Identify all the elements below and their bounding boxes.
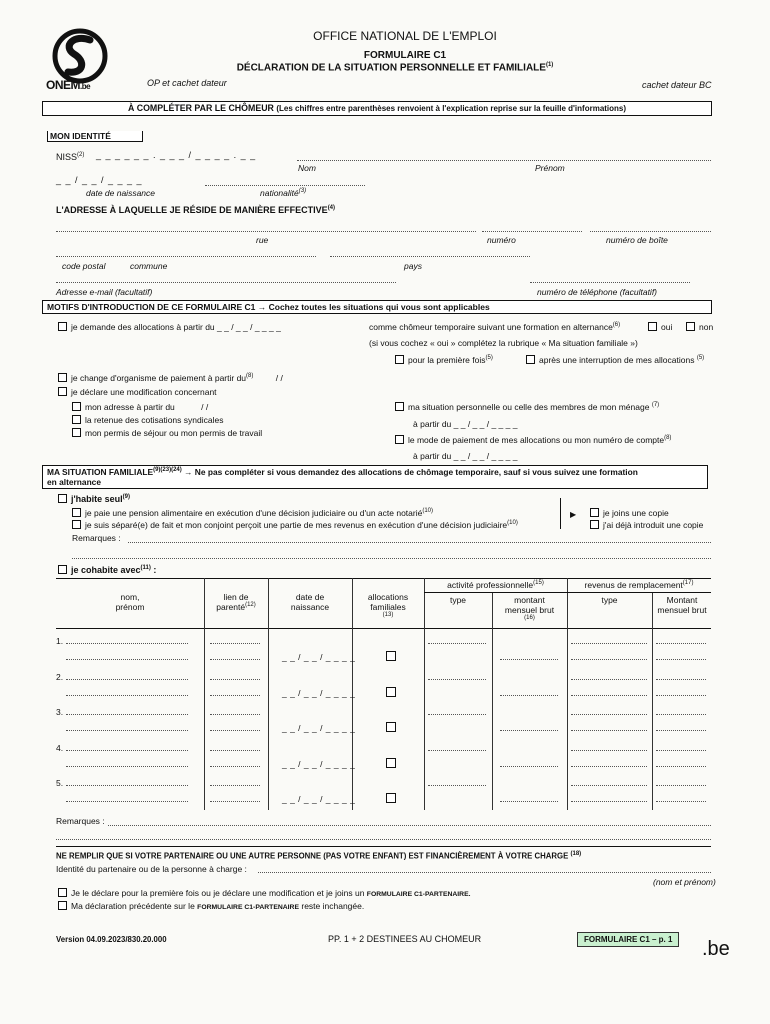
row-date-input[interactable]: _ _ / _ _ / _ _ _ _ [282,794,356,804]
partner-declare-new[interactable]: Je le déclare pour la première fois ou je déclare une modification et je joins un FORMULAIRE C1-PARTENAIRE. [58,888,471,898]
checkbox-icon [58,565,67,574]
phone-line[interactable] [530,282,690,283]
bracket [560,498,561,529]
country-label: pays [404,261,422,271]
postal-line[interactable] [56,256,316,257]
row-lien-line-2[interactable] [210,695,260,696]
checkbox-icon [395,402,404,411]
motif-change-org[interactable]: je change d'organisme de paiement à partir $du^{(8)}$ / / [58,373,283,383]
row-prenom-line[interactable] [66,695,188,696]
section-situation: MA SITUATION $FAMILIALE^{(9)(23)(24)} \to Ne$ pas compléter si vous demandez des allocations de chômage temporaire, sauf si vous suivez une formation en alternance [42,465,708,489]
table-top-rule [56,578,711,579]
mod-situation[interactable]: ma situation personnelle ou celle des membres de mon ménage $^{(7)}$ [395,402,659,412]
commune-label: commune [130,261,168,271]
op-stamp-label: OP et cachet dateur [147,78,227,88]
col-activite: activité professionnelle$^{(15)}$ [447,580,544,590]
version: Version 04.09.2023/830.20.000 [56,935,167,944]
row-type-line[interactable] [428,643,486,644]
motif-chomeur-temp: comme chômeur temporaire suivant une formation en alternance$^{(6)}$ [369,322,621,332]
row-nom-line[interactable] [66,785,188,786]
row-type2-line-2[interactable] [571,766,647,767]
row-number: 2. [56,671,64,682]
remarques-line-2[interactable] [72,558,711,559]
col-allocations: allocations familiales (13) [367,592,409,618]
partner-declare-unchanged[interactable]: Ma déclaration précédente sur le FORMULAIRE C1-PARTENAIRE reste inchangée. [58,901,364,911]
birthdate-label: date de naissance [86,188,155,198]
row-montant-line[interactable] [500,730,558,731]
row-montant2-line-2[interactable] [656,801,706,802]
cohabite-checkbox[interactable]: je cohabite avec$^{(11)}$ : [58,565,156,575]
mod-paiement-date[interactable]: à partir du _ _ / _ _ / _ _ _ _ [413,451,518,461]
prenom-label: Prénom [535,163,565,173]
row-prenom-line[interactable] [66,766,188,767]
row-type-line[interactable] [428,679,486,680]
col-type2: type [601,595,618,605]
form-name: FORMULAIRE C1 [363,50,447,61]
row-type-line[interactable] [428,785,486,786]
row-lien-line[interactable] [210,785,260,786]
row-allocations-checkbox[interactable] [386,722,396,732]
row-type2-line[interactable] [571,714,647,715]
nationality-label: nationalité$^{(3)}$ [260,188,307,198]
row-lien-line-2[interactable] [210,659,260,660]
row-type2-line-2[interactable] [571,659,647,660]
checkbox-icon [395,435,404,444]
birthdate-input[interactable]: _ _ / _ _ / _ _ _ _ [56,175,143,185]
row-montant2-line-2[interactable] [656,695,706,696]
row-lien-line[interactable] [210,643,260,644]
partner-identity-label: Identité du partenaire ou de la personne à charge : [56,864,247,874]
row-nom-line[interactable] [66,679,188,680]
row-number: 4. [56,742,64,753]
row-montant2-line[interactable] [656,750,706,751]
joins-copie-checkbox[interactable]: je joins une copie [590,508,669,518]
org-name: OFFICE NATIONAL DE L'EMPLOI [313,29,497,43]
nationality-line[interactable] [205,185,365,186]
checkbox-icon [590,520,599,529]
row-nom-line[interactable] [66,750,188,751]
mod-cotisations[interactable]: la retenue des cotisations syndicales [72,415,223,425]
be-logo: .be [702,938,730,960]
section-identity: MON IDENTITÉ [47,131,143,142]
col-type: type [449,595,467,605]
oui-checkbox[interactable]: oui [648,322,672,332]
niss-input[interactable]: _ _ _ _ _ _ . _ _ _ / _ _ _ _ . _ _ [96,150,257,160]
email-line[interactable] [56,282,396,283]
mod-situation-date[interactable]: à partir du _ _ / _ _ / _ _ _ _ [413,419,518,429]
row-type2-line[interactable] [571,750,647,751]
form-page-badge: FORMULAIRE C1 – p. 1 [577,932,679,947]
remarques-line-1[interactable] [128,542,711,543]
row-prenom-line[interactable] [66,801,188,802]
row-number: 5. [56,778,64,788]
row-lien-line-2[interactable] [210,730,260,731]
mod-permis[interactable]: mon permis de séjour ou mon permis de travail [72,428,262,438]
logo-text: ONEM [46,78,80,92]
box-label: numéro de boîte [606,235,668,245]
row-type2-line[interactable] [571,785,647,786]
habite-seul-checkbox[interactable]: j'habite seul$^{(9)}$ [58,494,130,504]
col-nom: nom, prénom [115,592,145,612]
checkbox-icon [58,494,67,503]
premiere-fois-checkbox[interactable]: pour la première fois$^{(5)}$ [395,355,493,365]
col-montant: montant mensuel brut (16) [504,595,555,621]
checkbox-icon [72,402,81,411]
row-montant2-line-2[interactable] [656,766,706,767]
col-date: date de naissance [290,592,330,612]
checkbox-icon [686,322,695,331]
street-label: rue [256,235,269,245]
arrow-icon: ▶ [570,510,577,519]
apres-interruption-checkbox[interactable]: après une interruption de mes allocations $^{(5)}$ [526,355,704,365]
row-allocations-checkbox[interactable] [386,687,396,697]
row-prenom-line[interactable] [66,659,188,660]
row-montant2-line[interactable] [656,714,706,715]
col-revenus: revenus de remplacement$^{(17)}$ [584,580,694,590]
row-montant-line[interactable] [500,695,558,696]
row-lien-line-2[interactable] [210,801,260,802]
row-lien-line[interactable] [210,714,260,715]
row-number: 3. [56,707,64,717]
country-line[interactable] [330,256,530,257]
completion-banner: À COMPLÉTER PAR LE CHÔMEUR (Les chiffres entre parenthèses renvoient à l'explication reprise sur la feuille d'informations) [42,101,712,116]
row-allocations-checkbox[interactable] [386,651,396,661]
street-line[interactable] [56,231,476,232]
col-lien: lien de parenté$^{(12)}$ [216,592,256,612]
phone-label: numéro de téléphone (facultatif) [537,287,658,297]
subheader-rule [424,592,711,593]
remarques2-line-1[interactable] [108,825,711,826]
remarques2-line-2[interactable] [56,839,711,840]
col-montant2: Montant mensuel brut [657,595,707,615]
number-line[interactable] [482,231,582,232]
row-date-input[interactable]: _ _ / _ _ / _ _ _ _ [282,652,356,662]
partner-top-rule [56,846,711,847]
row-type2-line[interactable] [571,679,647,680]
checkbox-icon [58,387,67,396]
mod-adresse[interactable]: mon adresse à partir du / / [72,402,208,412]
remarques-label: Remarques : [72,533,121,543]
checkbox-icon [72,428,81,437]
row-montant2-line[interactable] [656,679,706,680]
checkbox-icon [72,508,81,517]
row-montant-line[interactable] [500,659,558,660]
partner-name-hint: (nom et prénom) [653,877,716,887]
si-oui-note: (si vous cochez « oui » complétez la rubrique « Ma situation familiale ») [369,338,638,348]
bc-stamp-label: cachet dateur BC [642,80,712,90]
row-lien-line-2[interactable] [210,766,260,767]
nom-prenom-line[interactable] [297,160,711,161]
row-type2-line-2[interactable] [571,730,647,731]
row-montant-line[interactable] [500,766,558,767]
row-date-input[interactable]: _ _ / _ _ / _ _ _ _ [282,758,356,769]
table-header-rule [56,628,711,629]
deja-introduit-checkbox[interactable]: j'ai déjà introduit une copie [590,520,703,530]
checkbox-icon [58,901,67,910]
email-label: Adresse e-mail (facultatif) [56,287,153,297]
row-number: 1. [56,636,64,646]
form-title: DÉCLARATION DE LA SITUATION PERSONNELLE ET FAMILIALE$^{(1)}$ [236,62,554,74]
checkbox-icon [58,888,67,897]
box-line[interactable] [590,231,711,232]
section-motifs: MOTIFS D'INTRODUCTION DE CE FORMULAIRE C1 → Cochez toutes les situations qui vous sont applicables [42,300,712,314]
checkbox-icon [590,508,599,517]
pages-note: PP. 1 + 2 DESTINEES AU CHOMEUR [328,934,482,944]
niss-label: NISS$^{(2)}$ [56,152,85,162]
separe-checkbox[interactable]: je suis séparé(e) de fait et mon conjoint perçoit une partie de mes revenus en exécution d'une décision judiciaire$^{(10)}$ [72,520,518,530]
checkbox-icon [395,355,404,364]
row-date-input[interactable]: _ _ / _ _ / _ _ _ _ [282,687,356,698]
motif-declare-modif[interactable]: je déclare une modification concernant [58,387,217,397]
mod-paiement[interactable]: le mode de paiement de mes allocations ou mon numéro de compte$^{(8)}$ [395,435,671,445]
checkbox-icon [72,415,81,424]
row-lien-line[interactable] [210,679,260,680]
address-title: L'ADRESSE À LAQUELLE JE RÉSIDE DE MANIÈRE EFFECTIVE$^{(4)}$ [56,205,336,215]
nom-label: Nom [298,163,316,173]
partner-identity-line[interactable] [258,872,711,873]
row-date-input[interactable]: _ _ / _ _ / _ _ _ _ [282,723,356,733]
checkbox-icon [58,373,67,382]
row-montant2-line-2[interactable] [656,659,706,660]
row-prenom-line[interactable] [66,730,188,731]
row-montant2-line[interactable] [656,643,706,644]
motif-demande[interactable]: je demande des allocations à partir du _ _ / _ _ / _ _ _ _ [58,322,281,332]
row-allocations-checkbox[interactable] [386,758,396,768]
row-type2-line[interactable] [571,643,647,644]
checkbox-icon [72,520,81,529]
checkbox-icon [58,322,67,331]
row-type2-line-2[interactable] [571,695,647,696]
pension-checkbox[interactable]: je paie une pension alimentaire en exécution d'une décision judiciaire ou d'un acte notarié$^{(10)}$ [72,508,433,518]
row-nom-line[interactable] [66,714,188,715]
row-allocations-checkbox[interactable] [386,793,396,803]
row-type-line[interactable] [428,750,486,751]
row-nom-line[interactable] [66,643,188,644]
checkbox-icon [526,355,535,364]
row-montant2-line-2[interactable] [656,730,706,731]
remarques2-label: Remarques : [56,816,105,826]
row-montant-line[interactable] [500,801,558,802]
postal-label: code postal [62,261,106,271]
checkbox-icon [648,322,657,331]
logo-suffix: .be [80,82,91,91]
row-lien-line[interactable] [210,750,260,751]
row-montant2-line[interactable] [656,785,706,786]
partner-title: NE REMPLIR QUE SI VOTRE PARTENAIRE OU UNE AUTRE PERSONNE (PAS VOTRE ENFANT) EST FINANCIÈREMENT À VOTRE CHARGE $^{(18)}$ [56,851,582,861]
number-label: numéro [487,235,516,245]
row-type-line[interactable] [428,714,486,715]
row-type2-line-2[interactable] [571,801,647,802]
onem-logo [44,28,116,94]
non-checkbox[interactable]: non [686,322,713,332]
